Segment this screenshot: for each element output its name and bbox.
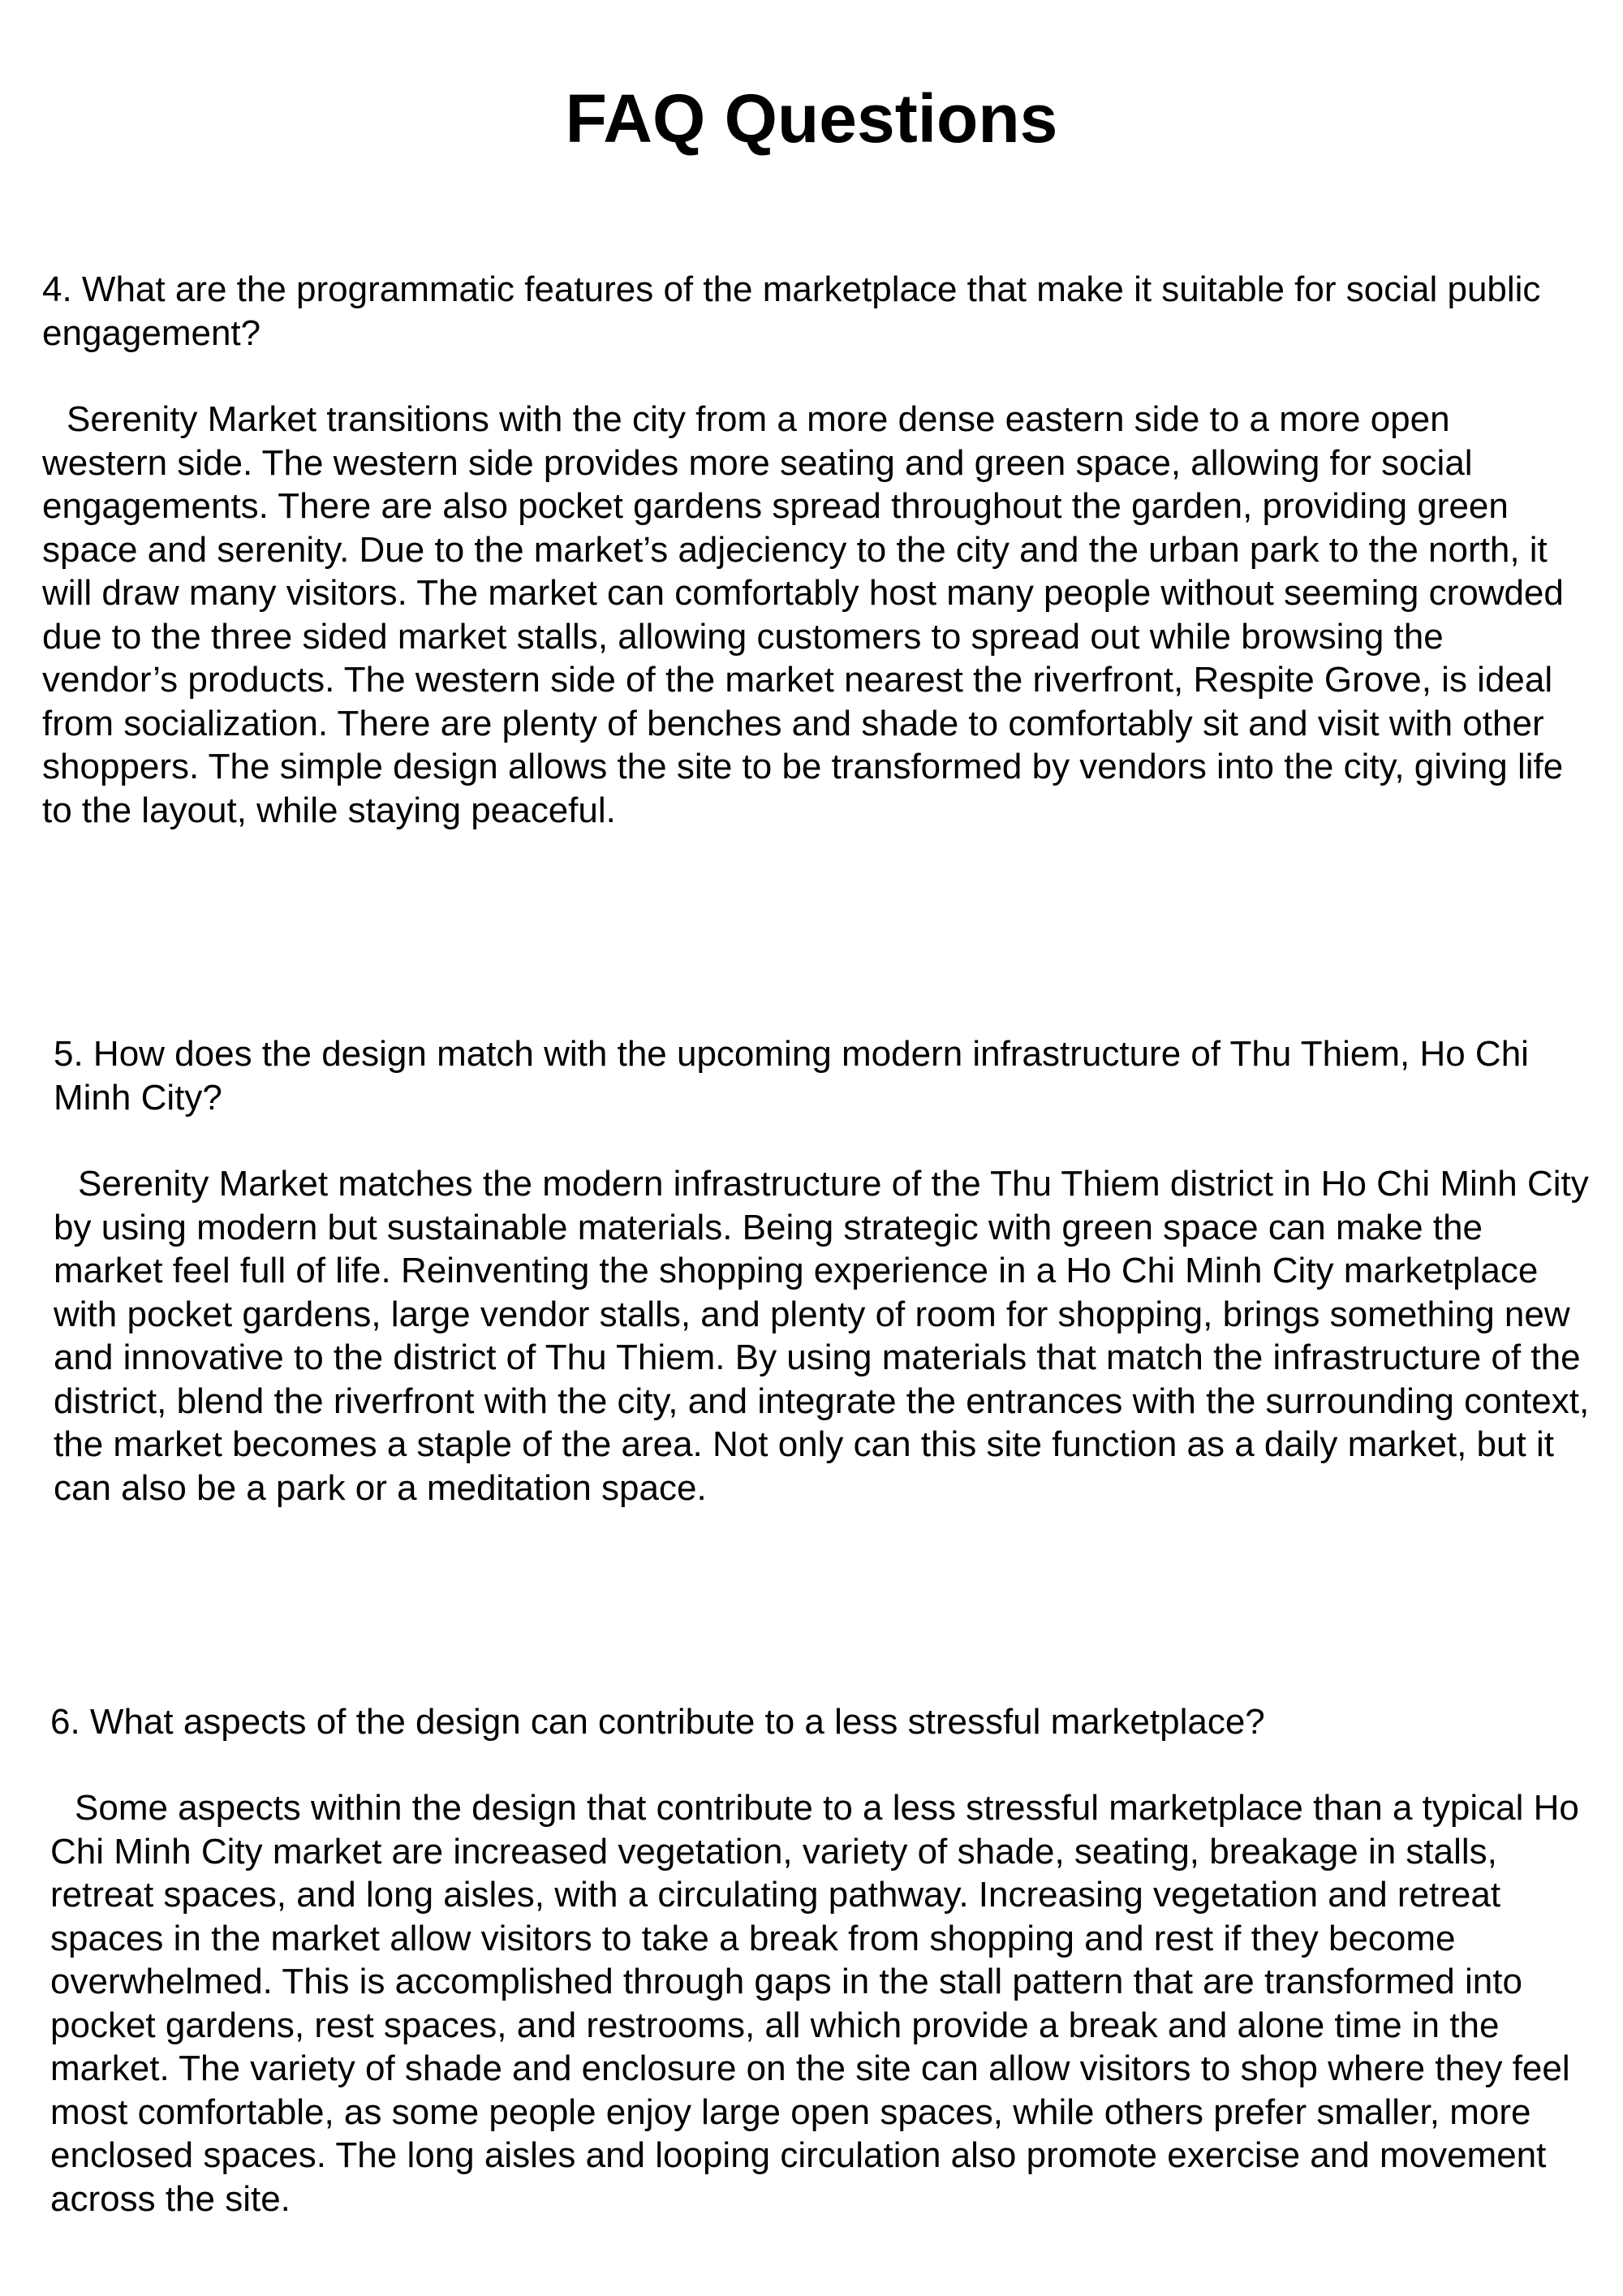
faq-question: 5. How does the design match with the upcoming modern infrastructure of Thu Thiem, Ho Chi Minh City? <box>54 1034 1529 1118</box>
faq-answer: Some aspects within the design that contribute to a less stressful marketplace than a typical Ho Chi Minh City market are increased vegetation, variety of shade, seating, breakage in stalls, retreat spaces, and long aisles, with a circulating pathway. Increasing vegetation and retreat spaces in the market allow visitors to take a break from shopping and rest if they become overwhelmed. This is accomplished through gaps in the stall pattern that are transformed into pocket gardens, rest spaces, and restrooms, all which provide a break and alone time in the market. The variety of shade and enclosure on the site can allow visitors to shop where they feel most comfortable, as some people enjoy large open spaces, while others prefer smaller, more enclosed spaces. The long aisles and looping circulation also promote exercise and movement across the site. <box>50 1788 1579 2219</box>
faq-answer: Serenity Market matches the modern infrastructure of the Thu Thiem district in Ho Chi Minh City by using modern but sustainable materials. Being strategic with green space can make the market feel full of life. Reinventing the shopping experience in a Ho Chi Minh City marketplace with pocket gardens, large vendor stalls, and plenty of room for shopping, brings something new and innovative to the district of Thu Thiem. By using materials that match the infrastructure of the district, blend the riverfront with the city, and integrate the entrances with the surrounding context, the market becomes a staple of the area. Not only can this site function as a daily market, but it can also be a park or a meditation space. <box>54 1164 1590 1508</box>
faq-question: 6. What aspects of the design can contribute to a less stressful marketplace? <box>50 1702 1265 1742</box>
faq-item-6 <box>50 1700 1592 2221</box>
faq-item-4 <box>42 268 1584 832</box>
page-title: FAQ Questions <box>565 80 1058 157</box>
faq-answer: Serenity Market transitions with the city from a more dense eastern side to a more open western side. The western side provides more seating and green space, allowing for social engagements. There are also pocket gardens spread throughout the garden, providing green space and serenity. Due to the market’s adjeciency to the city and the urban park to the north, it will draw many visitors. The market can comfortably host many people without seeming crowded due to the three sided market stalls, allowing customers to spread out while browsing the vendor’s products. The western side of the market nearest the riverfront, Respite Grove, is ideal from socialization. There are plenty of benches and shade to comfortably sit and visit with other shoppers. The simple design allows the site to be transformed by vendors into the city, giving life to the layout, while staying peaceful. <box>42 399 1564 830</box>
faq-question: 4. What are the programmatic features of the marketplace that make it suitable for social public engagement? <box>42 269 1541 353</box>
faq-item-5 <box>54 1032 1595 1510</box>
